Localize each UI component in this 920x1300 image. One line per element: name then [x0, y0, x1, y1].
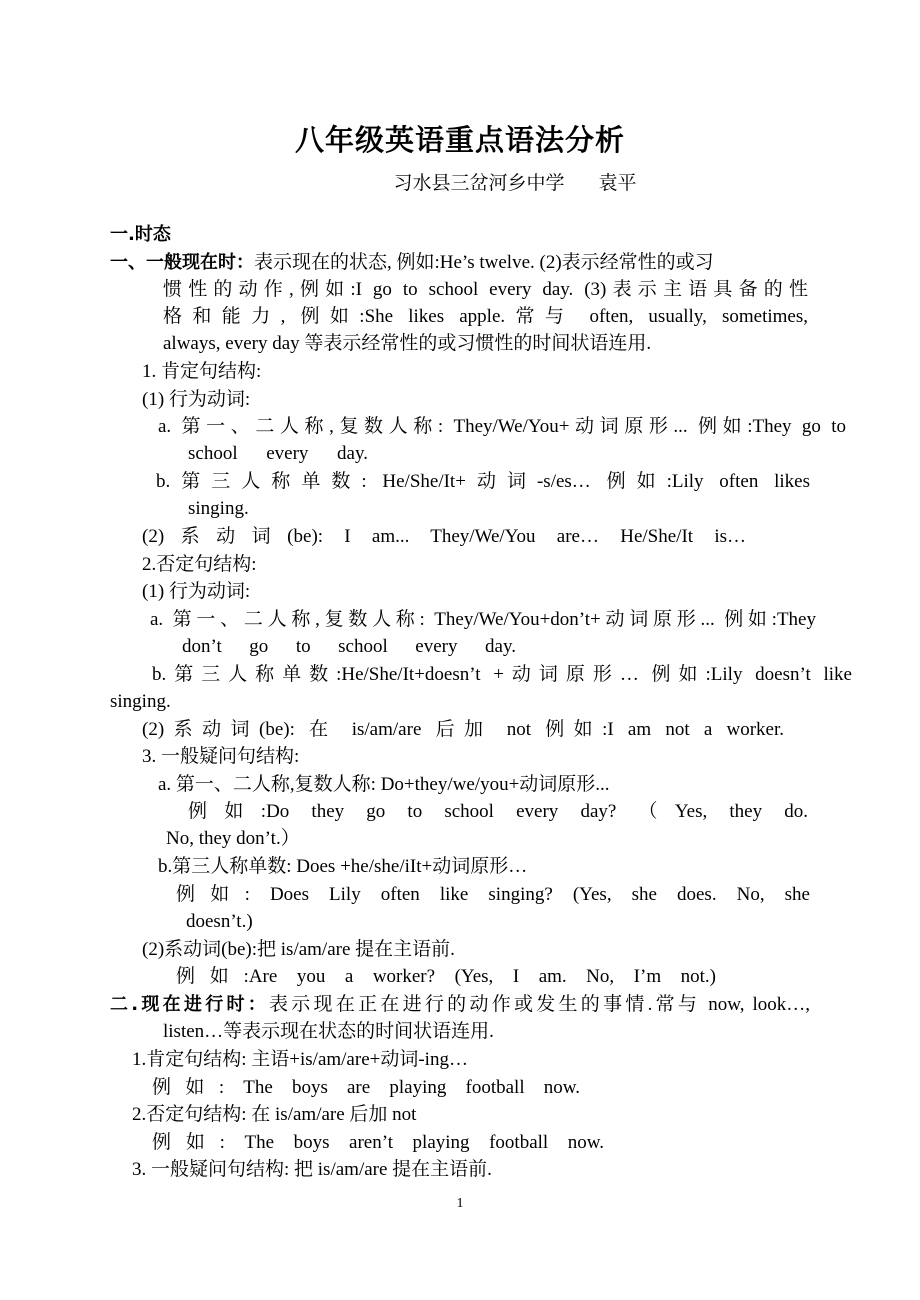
text-line	[132, 1157, 492, 1183]
section-heading: 一.时态	[110, 224, 171, 245]
text-line	[166, 826, 300, 852]
line-text: b.第三人称单数: Does +he/she/iIt+动词原形…	[158, 856, 528, 877]
text-line	[110, 689, 171, 715]
text-line	[132, 1102, 416, 1128]
text-line	[163, 331, 651, 357]
text-line	[110, 250, 714, 276]
line-text: 表示现在正在进行的动作或发生的事情.常与 now, look…,	[269, 994, 810, 1015]
line-text: 例如: Does Lily often like singing? (Yes, she does. No, she	[176, 884, 810, 905]
line-text: 格和能力, 例如:She likes apple.常与 often, usually, sometimes,	[163, 306, 808, 327]
line-text: b.第三人称单数: He/She/It+动词-s/es… 例如:Lily often likes	[156, 471, 810, 492]
text-line	[142, 579, 250, 605]
line-text: listen…等表示现在状态的时间状语连用.	[163, 1021, 494, 1042]
text-line	[142, 744, 299, 770]
text-line	[176, 882, 810, 908]
line-text: (1) 行为动词:	[142, 581, 251, 602]
section-heading: 一、一般现在时：	[110, 252, 254, 273]
text-line	[142, 552, 257, 578]
text-line	[186, 909, 253, 935]
line-text: 1. 肯定句结构:	[142, 361, 262, 382]
text-line	[163, 277, 808, 303]
line-text: (2)系动词(be):把 is/am/are 提在主语前.	[142, 939, 455, 960]
text-line	[152, 662, 852, 688]
line-text: (1) 行为动词:	[142, 389, 251, 410]
school-name: 习水县三岔河乡中学	[393, 173, 565, 194]
text-line	[152, 1130, 604, 1156]
text-line	[142, 524, 746, 550]
line-text: 3. 一般疑问句结构: 把 is/am/are 提在主语前.	[132, 1159, 492, 1180]
line-text: b.第三人称单数:He/She/It+doesn’t +动词原形… 例如:Lily doesn’t like	[152, 664, 852, 685]
text-line	[182, 634, 516, 660]
line-text: a. 第一、二人称,复数人称: Do+they/we/you+动词原形...	[158, 774, 610, 795]
text-line	[156, 469, 810, 495]
line-text: always, every day 等表示经常性的或习惯性的时间状语连用.	[163, 333, 652, 354]
document-title: 八年级英语重点语法分析	[294, 123, 625, 157]
line-text: singing.	[110, 691, 171, 712]
text-line	[142, 717, 784, 743]
line-text: 惯性的动作,例如:I go to school every day. (3)表示主语具备的性	[163, 279, 808, 300]
text-line	[188, 799, 808, 825]
line-text: 例如:Do they go to school every day? （Yes, they do.	[188, 801, 808, 822]
line-text: 1.肯定句结构: 主语+is/am/are+动词-ing…	[132, 1049, 468, 1070]
text-line	[158, 854, 527, 880]
text-line	[163, 304, 808, 330]
line-text: No, they don’t.）	[166, 828, 300, 849]
text-line	[142, 359, 261, 385]
text-line	[152, 1075, 580, 1101]
text-line	[110, 222, 171, 248]
line-text: doesn’t.)	[186, 911, 253, 932]
line-text: (2)系动词(be): 在 is/am/are 后加 not 例如:I am not a worker.	[142, 719, 784, 740]
line-text: 例如: The boys aren’t playing football now.	[152, 1132, 604, 1153]
line-text: 3. 一般疑问句结构:	[142, 746, 300, 767]
text-line	[158, 414, 846, 440]
text-line	[110, 992, 810, 1018]
text-line	[150, 607, 816, 633]
line-text: (2)系动词(be): I am... They/We/You are… He/She/It is…	[142, 526, 746, 547]
text-line	[188, 441, 368, 467]
page-number: 1	[456, 1196, 464, 1211]
text-line	[142, 937, 455, 963]
line-text: 2.否定句结构: 在 is/am/are 后加 not	[132, 1104, 417, 1125]
line-text: don’t go to school every day.	[182, 636, 516, 657]
text-line	[188, 496, 249, 522]
line-text: 例如: The boys are playing football now.	[152, 1077, 580, 1098]
text-line	[142, 387, 250, 413]
text-line	[158, 772, 610, 798]
text-line	[176, 964, 716, 990]
line-text: 2.否定句结构:	[142, 554, 257, 575]
line-text: 表示现在的状态, 例如:He’s twelve. (2)表示经常性的或习	[254, 252, 714, 273]
text-line	[163, 1019, 494, 1045]
author-name: 袁平	[598, 173, 637, 194]
text-line	[132, 1047, 468, 1073]
line-text: 例如:Are you a worker? (Yes, I am. No, I’m not.)	[176, 966, 716, 987]
line-text: school every day.	[188, 443, 368, 464]
section-heading: 二.现在进行时：	[110, 994, 270, 1015]
document-byline	[0, 168, 920, 195]
line-text: a. 第一、二人称,复数人称: They/We/You+动词原形... 例如:They go to	[158, 416, 846, 437]
line-text: singing.	[188, 498, 249, 519]
line-text: a. 第一、二人称,复数人称: They/We/You+don’t+动词原形... 例如:They	[150, 609, 816, 630]
